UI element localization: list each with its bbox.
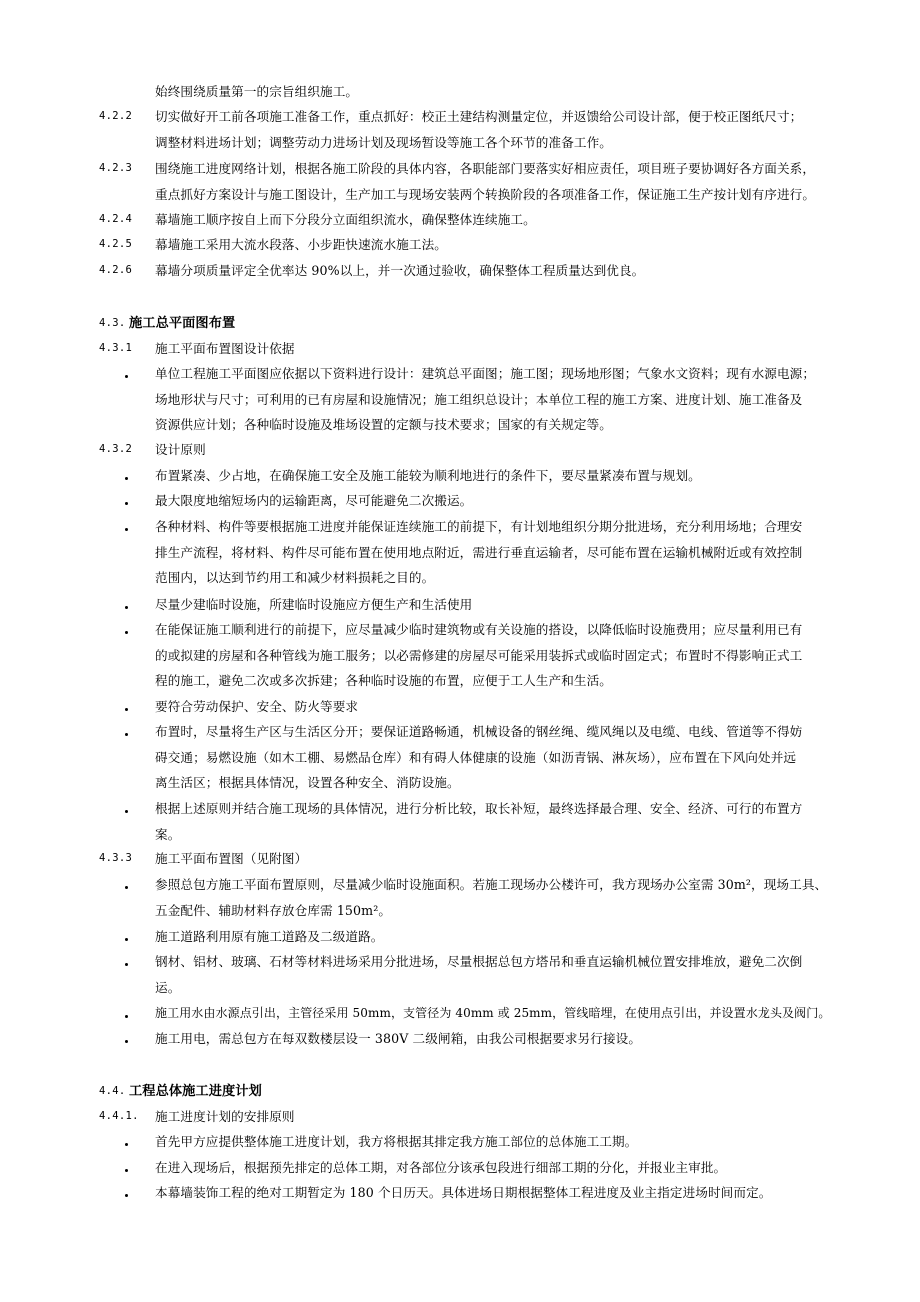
bullet-icon: [125, 528, 128, 531]
paragraph-number: 4.2.6: [99, 264, 133, 276]
bullet-icon: [125, 1040, 128, 1043]
text-line: 根据上述原则并结合施工现场的具体情况，进行分析比较，取长补短，最终选择最合理、安全、经济、可行的布置方: [155, 801, 803, 816]
bullet-text: [155, 694, 358, 720]
section-title: 施工总平面图布置: [129, 316, 236, 331]
bullet-icon: [125, 886, 128, 889]
text-line: 尽量少建临时设施，所建临时设施应方便生产和生活使用: [155, 597, 473, 612]
text-line: 范围内，以达到节约用工和减少材料损耗之目的。: [155, 570, 435, 585]
text-line: 幕墙施工顺序按自上而下分段分立面组织流水，确保整体连续施工。: [155, 212, 536, 227]
bullet-text: [155, 463, 701, 489]
text-line: 案。: [155, 826, 181, 842]
paragraph-number: 4.2.5: [99, 238, 133, 250]
text-line: 布置时，尽量将生产区与生活区分开；要保证道路畅通，机械设备的钢丝绳、缆风绳以及电缆、电线、管道等不得妨: [155, 724, 803, 739]
bullet-icon: [125, 938, 128, 941]
section-number: 4.3.: [99, 317, 126, 329]
paragraph-text: [155, 79, 358, 105]
bullet-icon: [125, 631, 128, 634]
bullet-text: [155, 872, 827, 923]
text-line: 本幕墙装饰工程的绝对工期暂定为 180 个日历天。具体进场日期根据整体工程进度及业主指定进场时间而定。: [155, 1185, 772, 1200]
text-line: 运。: [155, 979, 181, 995]
text-line: 离生活区；根据具体情况，设置各种安全、消防设施。: [155, 775, 460, 790]
bullet-text: [155, 1155, 726, 1181]
bullet-icon: [125, 606, 128, 609]
text-line: 切实做好开工前各项施工准备工作，重点抓好：校正土建结构测量定位，并返馈给公司设计部，便于校正图纸尺寸；: [155, 109, 803, 124]
paragraph-text: [155, 258, 644, 284]
text-line: 始终围绕质量第一的宗旨组织施工。: [155, 84, 359, 99]
subsection-number: 4.3.3: [99, 852, 133, 864]
bullet-icon: [125, 477, 128, 480]
text-line: 调整材料进场计划；调整劳动力进场计划及现场暂设等施工各个环节的准备工作。: [155, 134, 612, 150]
bullet-text: [155, 1129, 637, 1155]
text-line: 单位工程施工平面图应依据以下资料进行设计：建筑总平面图；施工图；现场地形图；气象水文资料；现有水源电源；: [155, 366, 816, 381]
subsection-title: 设计原则: [155, 442, 206, 457]
bullet-text: [155, 796, 802, 847]
text-line: 最大限度地缩短场内的运输距离，尽可能避免二次搬运。: [155, 493, 473, 508]
bullet-icon: [125, 963, 128, 966]
text-line: 首先甲方应提供整体施工进度计划，我方将根据其排定我方施工部位的总体施工工期。: [155, 1134, 638, 1149]
bullet-text: [155, 924, 384, 950]
bullet-icon: [125, 1194, 128, 1197]
bullet-icon: [125, 1015, 128, 1018]
subsection-number: 4.4.1.: [99, 1110, 139, 1122]
bullet-text: [155, 617, 802, 694]
paragraph-text: [155, 207, 536, 233]
paragraph-text: [155, 156, 815, 207]
bullet-text: [155, 1026, 641, 1052]
bullet-icon: [125, 1169, 128, 1172]
bullet-text: [155, 1180, 771, 1206]
text-line: 碍交通；易燃设施（如木工棚、易燃品仓库）和有碍人体健康的设施（如沥青锅、淋灰场），应布置在下风向处并远: [155, 749, 797, 765]
text-line: 资源供应计划；各种临时设施及堆场设置的定额与技术要求；国家的有关规定等。: [155, 417, 612, 432]
text-line: 重点抓好方案设计与施工图设计，生产加工与现场安装两个转换阶段的各项准备工作，保证施工生产按计划有序进行。: [155, 186, 816, 202]
bullet-text: [155, 361, 815, 438]
text-line: 的或拟建的房屋和各种管线为施工服务；以必需修建的房屋尽可能采用装拆式或临时固定式；布置时不得影响正式工: [155, 647, 803, 663]
bullet-icon: [125, 502, 128, 505]
text-line: 在进入现场后，根据预先排定的总体工期，对各部位分该承包段进行细部工期的分化，并报业主审批。: [155, 1160, 727, 1175]
paragraph-number: 4.2.2: [99, 110, 133, 122]
bullet-icon: [125, 708, 128, 711]
subsection-number: 4.3.2: [99, 443, 133, 455]
text-line: 布置紧凑、少占地，在确保施工安全及施工能较为顺利地进行的条件下，要尽量紧凑布置与规划。: [155, 468, 701, 483]
text-line: 排生产流程，将材料、构件尽可能布置在使用地点附近，需进行垂直运输者，尽可能布置在运输机械附近或有效控制: [155, 544, 803, 560]
paragraph-text: [155, 232, 447, 258]
bullet-text: [155, 488, 472, 514]
section-number: 4.4.: [99, 1085, 126, 1097]
subsection-number: 4.3.1: [99, 342, 133, 354]
bullet-text: [155, 1001, 830, 1027]
subsection-title: 施工平面布置图（见附图）: [155, 851, 308, 866]
bullet-icon: [125, 810, 128, 813]
subsection-title: 施工平面布置图设计依据: [155, 341, 295, 356]
text-line: 场地形状与尺寸；可利用的已有房屋和设施情况；施工组织总设计；本单位工程的施工方案、进度计划、施工准备及: [155, 391, 803, 407]
text-line: 围绕施工进度网络计划，根据各施工阶段的具体内容，各职能部门要落实好相应责任，项目班子要协调好各方面关系，: [155, 161, 816, 176]
bullet-text: [155, 949, 802, 1000]
text-line: 幕墙分项质量评定全优率达 90%以上，并一次通过验收，确保整体工程质量达到优良。: [155, 263, 645, 278]
text-line: 要符合劳动保护、安全、防火等要求: [155, 699, 359, 714]
bullet-text: [155, 514, 802, 591]
bullet-text: [155, 592, 472, 618]
text-line: 程的施工，避免二次或多次拆建；各种临时设施的布置，应便于工人生产和生活。: [155, 673, 612, 688]
bullet-icon: [125, 733, 128, 736]
bullet-icon: [125, 375, 128, 378]
paragraph-number: 4.2.4: [99, 213, 133, 225]
text-line: 施工用电，需总包方在每双数楼层设一 380V 二级闸箱，由我公司根据要求另行接设。: [155, 1031, 642, 1046]
section-title: 工程总体施工进度计划: [129, 1084, 262, 1099]
text-line: 五金配件、辅助材料存放仓库需 150m²。: [155, 902, 392, 918]
bullet-text: [155, 719, 802, 796]
text-line: 各种材料、构件等要根据施工进度并能保证连续施工的前提下，有计划地组织分期分批进场，充分利用场地；合理安: [155, 519, 803, 534]
bullet-icon: [125, 1143, 128, 1146]
text-line: 参照总包方施工平面布置原则，尽量减少临时设施面积。若施工现场办公楼许可，我方现场办公室需 30m²，现场工具、: [155, 877, 828, 892]
text-line: 在能保证施工顺利进行的前提下，应尽量减少临时建筑物或有关设施的搭设，以降低临时设施费用；应尽量利用已有: [155, 622, 803, 637]
text-line: 钢材、铝材、玻璃、石材等材料进场采用分批进场，尽量根据总包方塔吊和垂直运输机械位置安排堆放，避免二次倒: [155, 954, 803, 969]
paragraph-number: 4.2.3: [99, 162, 133, 174]
subsection-title: 施工进度计划的安排原则: [155, 1109, 295, 1124]
text-line: 施工用水由水源点引出，主管径采用 50mm，支管径为 40mm 或 25mm，管线暗埋，在使用点引出，并设置水龙头及阀门。: [155, 1006, 831, 1020]
text-line: 幕墙施工采用大流水段落、小步距快速流水施工法。: [155, 237, 447, 252]
paragraph-text: [155, 104, 802, 155]
text-line: 施工道路利用原有施工道路及二级道路。: [155, 929, 384, 944]
